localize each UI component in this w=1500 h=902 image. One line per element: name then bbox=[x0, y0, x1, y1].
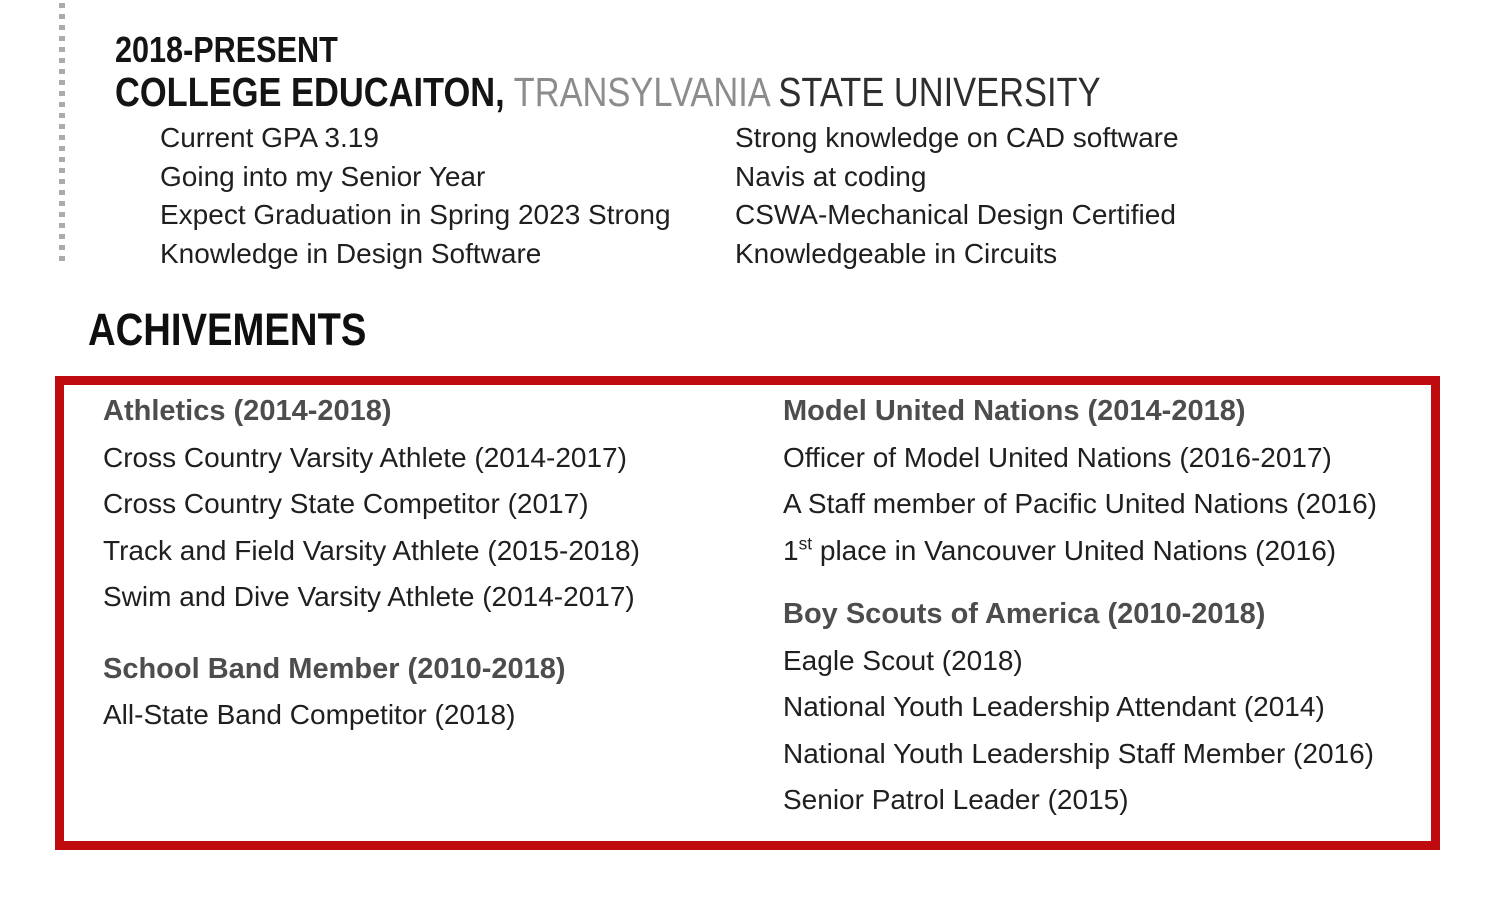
achievement-item: A Staff member of Pacific United Nations (2016) bbox=[783, 488, 1377, 519]
red-highlight-rectangle bbox=[55, 376, 1440, 850]
education-details-right-column bbox=[735, 119, 1179, 274]
achievement-item: Swim and Dive Varsity Athlete (2014-2017) bbox=[103, 581, 635, 612]
university-name: TRANSYLVANIA bbox=[513, 69, 769, 115]
first-place-number: 1 bbox=[783, 534, 799, 566]
achievements-heading: ACHIVEMENTS bbox=[88, 304, 367, 355]
education-details-left-column bbox=[160, 119, 671, 274]
education-detail-line: Knowledgeable in Circuits bbox=[735, 238, 1058, 270]
education-detail-line: Expect Graduation in Spring 2023 Strong bbox=[160, 199, 671, 231]
achievement-item: Eagle Scout (2018) bbox=[783, 644, 1023, 676]
achievements-right-column bbox=[783, 388, 1377, 824]
education-detail-line: Going into my Senior Year bbox=[160, 160, 486, 192]
education-detail-line: Current GPA 3.19 bbox=[160, 122, 379, 153]
first-place-ordinal-suffix: st bbox=[798, 533, 813, 554]
achievement-section-title: Athletics (2014-2018) bbox=[103, 395, 392, 427]
achievements-left-column bbox=[103, 388, 640, 739]
achievement-item: Cross Country State Competitor (2017) bbox=[103, 488, 589, 519]
achievement-item: Cross Country Varsity Athlete (2014-2017) bbox=[103, 441, 627, 473]
achievement-item: National Youth Leadership Staff Member (2016) bbox=[783, 737, 1374, 769]
achievement-section-title: Model United Nations (2014-2018) bbox=[783, 395, 1246, 427]
education-date-range: 2018-PRESENT bbox=[115, 29, 338, 70]
timeline-dotted-line bbox=[59, 3, 65, 267]
achievement-section-title: School Band Member (2010-2018) bbox=[103, 652, 566, 685]
achievement-item-first-place bbox=[783, 528, 1377, 575]
achievement-item: Track and Field Varsity Athlete (2015-2018) bbox=[103, 534, 640, 566]
achievement-item: Senior Patrol Leader (2015) bbox=[783, 784, 1129, 815]
university-suffix: STATE UNIVERSITY bbox=[778, 69, 1101, 115]
achievement-item: National Youth Leadership Attendant (2014) bbox=[783, 691, 1325, 722]
first-place-text: place in Vancouver United Nations (2016) bbox=[812, 534, 1337, 566]
education-detail-line: Knowledge in Design Software bbox=[160, 238, 542, 270]
achievement-item: All-State Band Competitor (2018) bbox=[103, 699, 516, 730]
achievement-section-title: Boy Scouts of America (2010-2018) bbox=[783, 598, 1266, 630]
education-detail-line: Strong knowledge on CAD software bbox=[735, 122, 1179, 153]
education-detail-line: Navis at coding bbox=[735, 160, 927, 192]
achievement-item: Officer of Model United Nations (2016-2017) bbox=[783, 441, 1332, 473]
education-detail-line: CSWA-Mechanical Design Certified bbox=[735, 199, 1176, 231]
degree-label: COLLEGE EDUCAITON, bbox=[115, 69, 505, 115]
education-title bbox=[115, 70, 1101, 115]
